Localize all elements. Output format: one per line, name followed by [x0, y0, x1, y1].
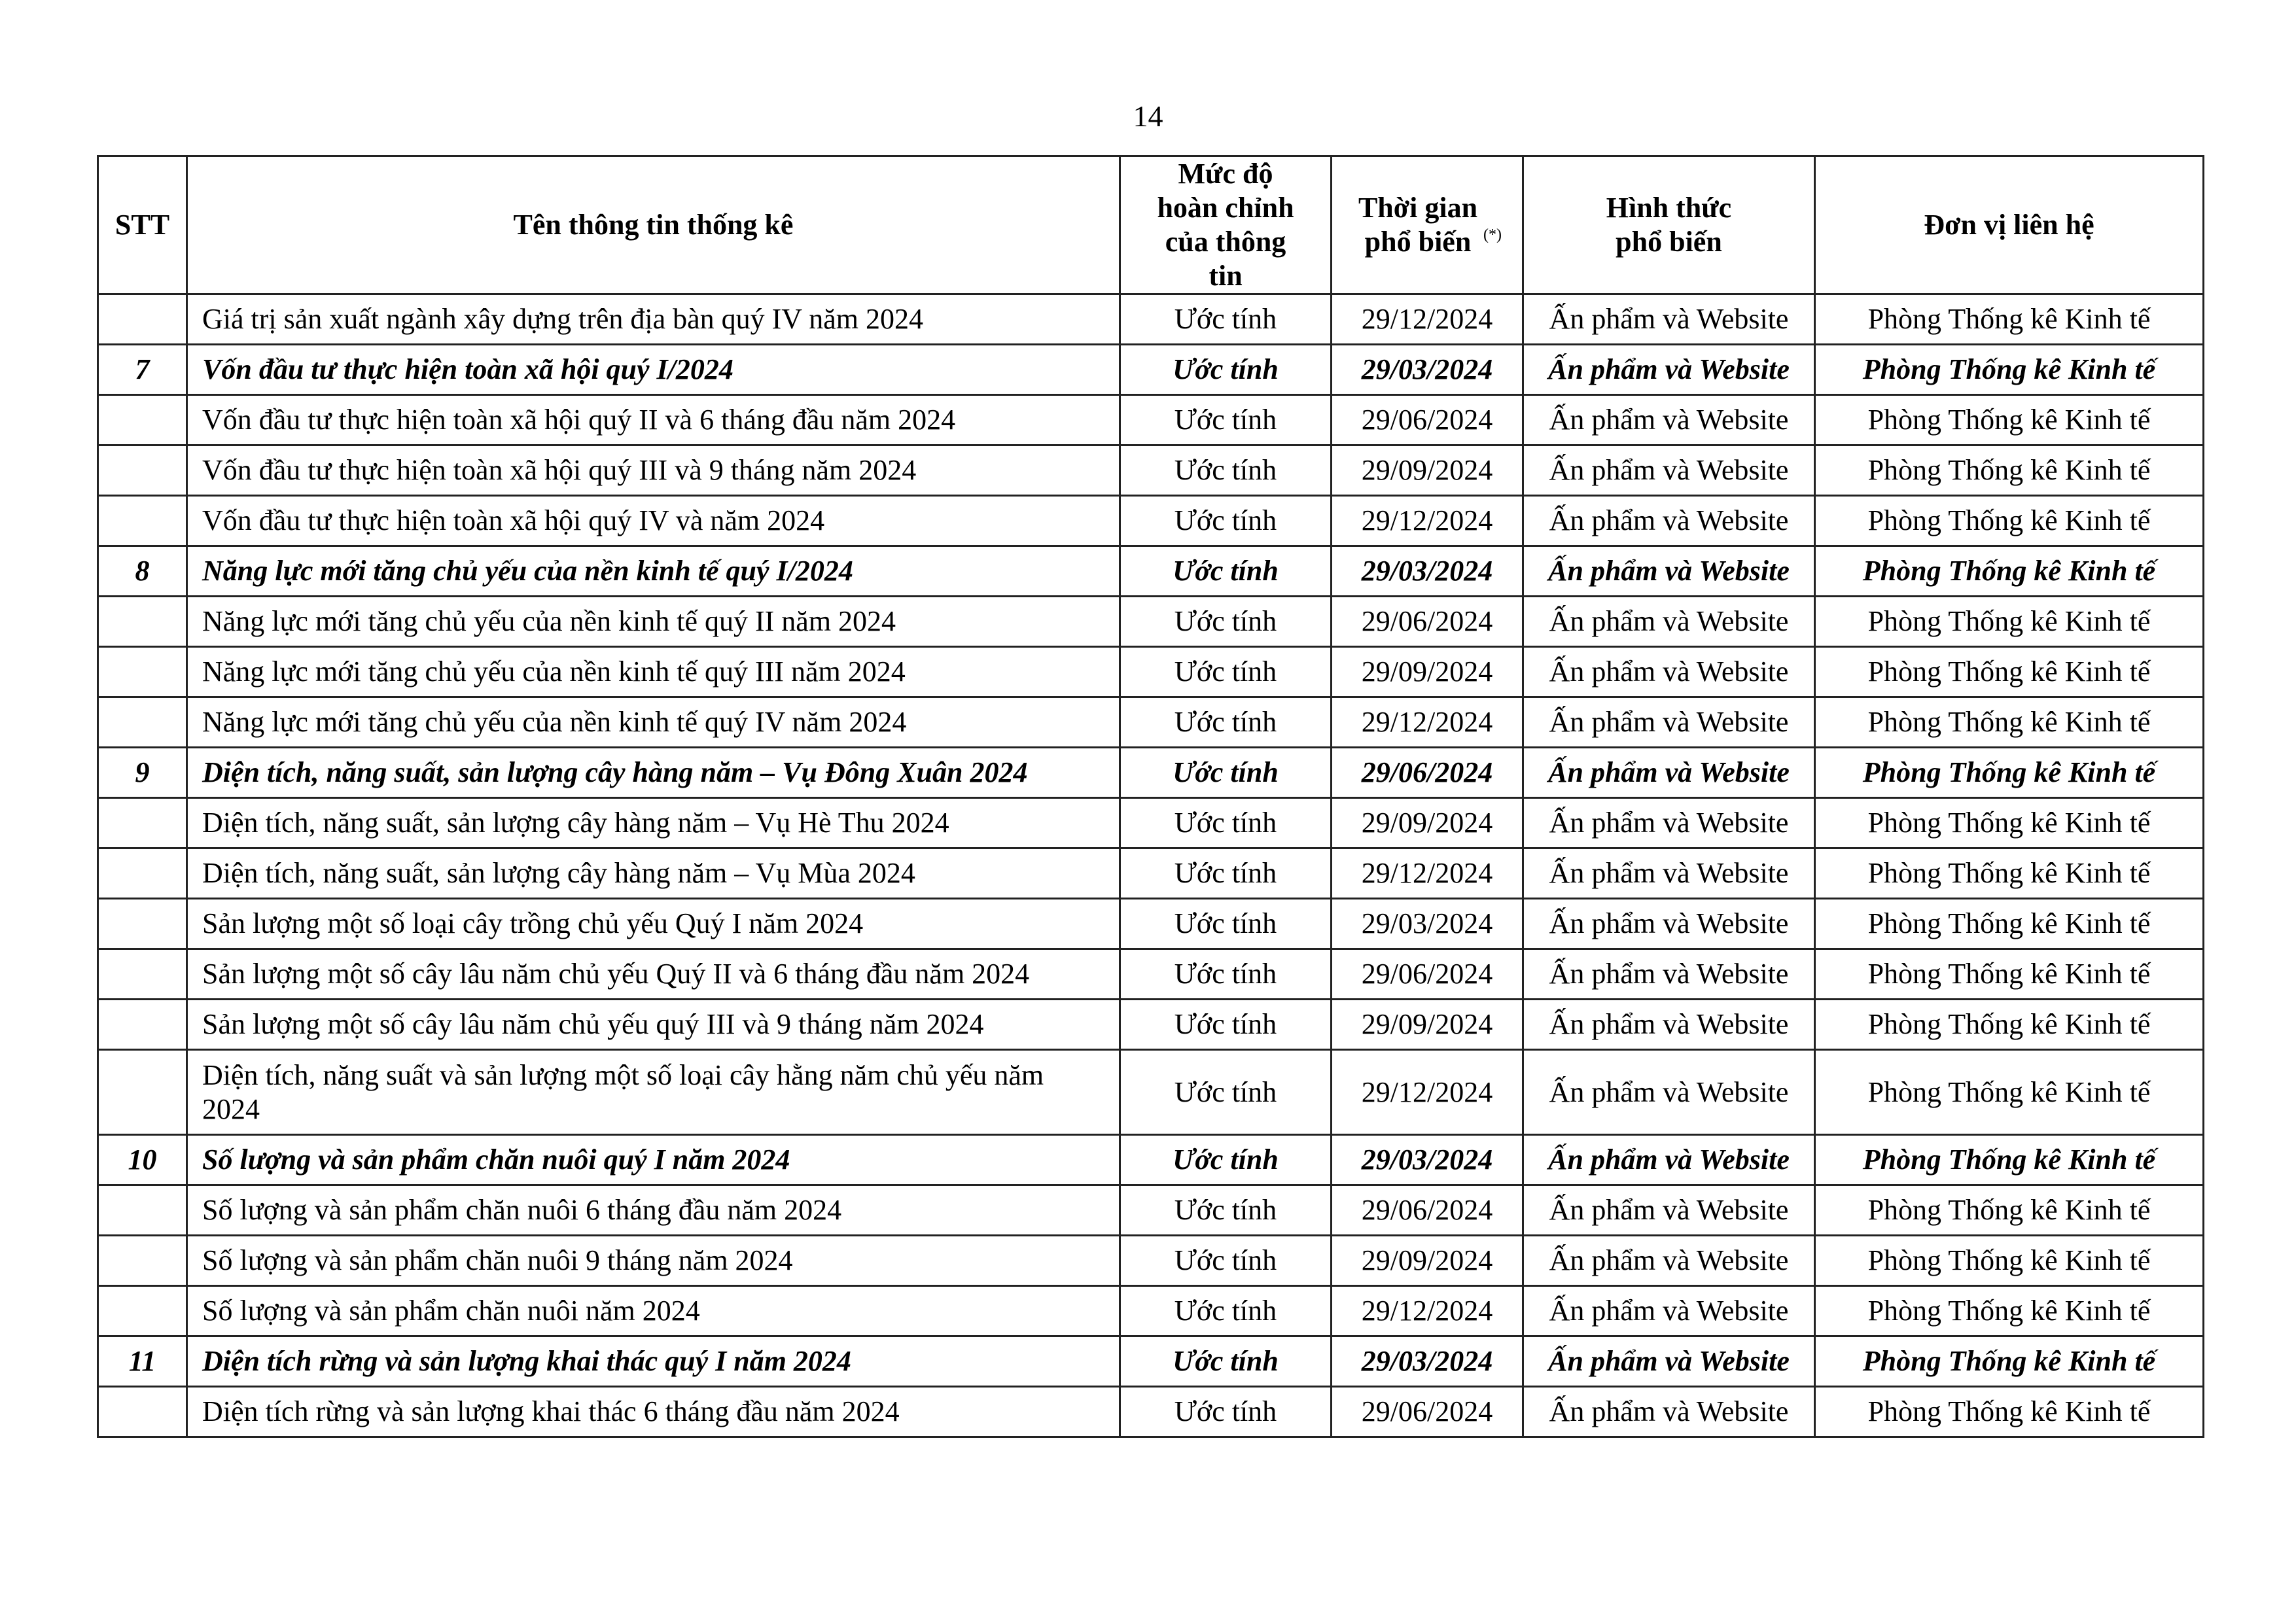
table-row — [98, 1286, 2204, 1336]
cell-form: Ấn phẩm và Website — [1523, 546, 1815, 597]
cell-unit: Phòng Thống kê Kinh tế — [1815, 395, 2204, 445]
cell-unit: Phòng Thống kê Kinh tế — [1815, 1000, 2204, 1050]
cell-stt — [98, 597, 187, 647]
cell-name: Diện tích rừng và sản lượng khai thác 6 tháng đầu năm 2024 — [187, 1387, 1120, 1437]
cell-time: 29/03/2024 — [1332, 1135, 1523, 1185]
cell-unit: Phòng Thống kê Kinh tế — [1815, 647, 2204, 697]
cell-stt — [98, 1387, 187, 1437]
cell-name: Số lượng và sản phẩm chăn nuôi quý I năm 2024 — [187, 1135, 1120, 1185]
header-time — [1332, 156, 1523, 294]
cell-name: Sản lượng một số loại cây trồng chủ yếu Quý I năm 2024 — [187, 899, 1120, 949]
table-row — [98, 395, 2204, 445]
table-row-group — [98, 345, 2204, 395]
cell-name: Năng lực mới tăng chủ yếu của nền kinh tế quý II năm 2024 — [187, 597, 1120, 647]
cell-unit: Phòng Thống kê Kinh tế — [1815, 1286, 2204, 1336]
cell-form: Ấn phẩm và Website — [1523, 798, 1815, 848]
cell-form: Ấn phẩm và Website — [1523, 748, 1815, 798]
cell-form: Ấn phẩm và Website — [1523, 496, 1815, 546]
cell-unit: Phòng Thống kê Kinh tế — [1815, 748, 2204, 798]
cell-level: Ước tính — [1120, 496, 1332, 546]
cell-level: Ước tính — [1120, 1236, 1332, 1286]
cell-stt: 9 — [98, 748, 187, 798]
cell-form: Ấn phẩm và Website — [1523, 445, 1815, 496]
table-row — [98, 798, 2204, 848]
cell-stt — [98, 1000, 187, 1050]
cell-unit: Phòng Thống kê Kinh tế — [1815, 949, 2204, 1000]
cell-stt — [98, 395, 187, 445]
cell-level: Ước tính — [1120, 848, 1332, 899]
table-row — [98, 1050, 2204, 1135]
cell-form: Ấn phẩm và Website — [1523, 294, 1815, 345]
header-level — [1120, 156, 1332, 294]
cell-stt: 7 — [98, 345, 187, 395]
cell-level: Ước tính — [1120, 697, 1332, 748]
cell-form: Ấn phẩm và Website — [1523, 1050, 1815, 1135]
cell-stt — [98, 1236, 187, 1286]
cell-level: Ước tính — [1120, 597, 1332, 647]
cell-time: 29/06/2024 — [1332, 1185, 1523, 1236]
cell-time: 29/06/2024 — [1332, 597, 1523, 647]
cell-time: 29/06/2024 — [1332, 1387, 1523, 1437]
cell-name: Diện tích, năng suất, sản lượng cây hàng năm – Vụ Hè Thu 2024 — [187, 798, 1120, 848]
header-unit: Đơn vị liên hệ — [1815, 156, 2204, 294]
table-row — [98, 697, 2204, 748]
cell-unit: Phòng Thống kê Kinh tế — [1815, 798, 2204, 848]
cell-time: 29/06/2024 — [1332, 395, 1523, 445]
header-stt: STT — [98, 156, 187, 294]
cell-level: Ước tính — [1120, 345, 1332, 395]
cell-stt — [98, 697, 187, 748]
cell-stt — [98, 496, 187, 546]
cell-time: 29/09/2024 — [1332, 798, 1523, 848]
table-body — [98, 294, 2204, 1437]
table-row — [98, 647, 2204, 697]
cell-unit: Phòng Thống kê Kinh tế — [1815, 899, 2204, 949]
cell-name: Vốn đầu tư thực hiện toàn xã hội quý III và 9 tháng năm 2024 — [187, 445, 1120, 496]
table-row — [98, 445, 2204, 496]
cell-form: Ấn phẩm và Website — [1523, 395, 1815, 445]
cell-time: 29/09/2024 — [1332, 1236, 1523, 1286]
statistics-table — [97, 155, 2204, 1438]
cell-unit: Phòng Thống kê Kinh tế — [1815, 1050, 2204, 1135]
cell-level: Ước tính — [1120, 1336, 1332, 1387]
cell-unit: Phòng Thống kê Kinh tế — [1815, 697, 2204, 748]
cell-form: Ấn phẩm và Website — [1523, 1135, 1815, 1185]
cell-time: 29/12/2024 — [1332, 848, 1523, 899]
cell-level: Ước tính — [1120, 1185, 1332, 1236]
cell-stt — [98, 848, 187, 899]
cell-stt: 8 — [98, 546, 187, 597]
table-row — [98, 294, 2204, 345]
cell-stt — [98, 899, 187, 949]
table-row — [98, 496, 2204, 546]
cell-name: Sản lượng một số cây lâu năm chủ yếu quý III và 9 tháng năm 2024 — [187, 1000, 1120, 1050]
cell-time: 29/03/2024 — [1332, 345, 1523, 395]
header-name: Tên thông tin thống kê — [187, 156, 1120, 294]
cell-unit: Phòng Thống kê Kinh tế — [1815, 345, 2204, 395]
cell-form: Ấn phẩm và Website — [1523, 647, 1815, 697]
cell-level: Ước tính — [1120, 1135, 1332, 1185]
cell-level: Ước tính — [1120, 1286, 1332, 1336]
header-time-label: Thời gian phổ biến — [1358, 192, 1478, 258]
cell-unit: Phòng Thống kê Kinh tế — [1815, 1236, 2204, 1286]
cell-name: Sản lượng một số cây lâu năm chủ yếu Quý II và 6 tháng đầu năm 2024 — [187, 949, 1120, 1000]
cell-stt — [98, 798, 187, 848]
cell-form: Ấn phẩm và Website — [1523, 1000, 1815, 1050]
cell-name: Diện tích rừng và sản lượng khai thác quý I năm 2024 — [187, 1336, 1120, 1387]
cell-level: Ước tính — [1120, 748, 1332, 798]
cell-level: Ước tính — [1120, 647, 1332, 697]
header-form-label: Hình thức phổ biến — [1606, 192, 1732, 258]
cell-stt — [98, 1286, 187, 1336]
header-time-note: (*) — [1483, 226, 1502, 243]
table-row — [98, 1000, 2204, 1050]
cell-form: Ấn phẩm và Website — [1523, 899, 1815, 949]
cell-stt — [98, 1050, 187, 1135]
cell-stt — [98, 949, 187, 1000]
cell-level: Ước tính — [1120, 1050, 1332, 1135]
cell-stt — [98, 294, 187, 345]
header-row — [98, 156, 2204, 294]
table-row-group — [98, 1336, 2204, 1387]
cell-level: Ước tính — [1120, 546, 1332, 597]
cell-name: Năng lực mới tăng chủ yếu của nền kinh tế quý I/2024 — [187, 546, 1120, 597]
cell-level: Ước tính — [1120, 445, 1332, 496]
cell-stt: 10 — [98, 1135, 187, 1185]
table-row — [98, 597, 2204, 647]
cell-name: Năng lực mới tăng chủ yếu của nền kinh tế quý III năm 2024 — [187, 647, 1120, 697]
table-row — [98, 949, 2204, 1000]
table-row — [98, 1387, 2204, 1437]
table-row-group — [98, 748, 2204, 798]
cell-level: Ước tính — [1120, 798, 1332, 848]
cell-time: 29/12/2024 — [1332, 697, 1523, 748]
cell-name: Diện tích, năng suất và sản lượng một số loại cây hằng năm chủ yếu năm 2024 — [187, 1050, 1120, 1135]
cell-time: 29/09/2024 — [1332, 1000, 1523, 1050]
header-form — [1523, 156, 1815, 294]
cell-form: Ấn phẩm và Website — [1523, 1387, 1815, 1437]
cell-unit: Phòng Thống kê Kinh tế — [1815, 546, 2204, 597]
cell-unit: Phòng Thống kê Kinh tế — [1815, 597, 2204, 647]
cell-level: Ước tính — [1120, 899, 1332, 949]
cell-stt: 11 — [98, 1336, 187, 1387]
table-row — [98, 899, 2204, 949]
cell-level: Ước tính — [1120, 949, 1332, 1000]
cell-form: Ấn phẩm và Website — [1523, 1185, 1815, 1236]
cell-time: 29/12/2024 — [1332, 1050, 1523, 1135]
cell-stt — [98, 445, 187, 496]
cell-time: 29/12/2024 — [1332, 1286, 1523, 1336]
cell-name: Số lượng và sản phẩm chăn nuôi 9 tháng năm 2024 — [187, 1236, 1120, 1286]
cell-time: 29/06/2024 — [1332, 748, 1523, 798]
cell-level: Ước tính — [1120, 1387, 1332, 1437]
cell-form: Ấn phẩm và Website — [1523, 1336, 1815, 1387]
cell-stt — [98, 1185, 187, 1236]
cell-name: Vốn đầu tư thực hiện toàn xã hội quý II và 6 tháng đầu năm 2024 — [187, 395, 1120, 445]
cell-time: 29/06/2024 — [1332, 949, 1523, 1000]
cell-form: Ấn phẩm và Website — [1523, 597, 1815, 647]
cell-time: 29/09/2024 — [1332, 445, 1523, 496]
cell-stt — [98, 647, 187, 697]
cell-name: Số lượng và sản phẩm chăn nuôi 6 tháng đầu năm 2024 — [187, 1185, 1120, 1236]
cell-unit: Phòng Thống kê Kinh tế — [1815, 294, 2204, 345]
cell-name: Diện tích, năng suất, sản lượng cây hàng năm – Vụ Mùa 2024 — [187, 848, 1120, 899]
cell-unit: Phòng Thống kê Kinh tế — [1815, 1387, 2204, 1437]
table-header — [98, 156, 2204, 294]
cell-form: Ấn phẩm và Website — [1523, 1236, 1815, 1286]
cell-unit: Phòng Thống kê Kinh tế — [1815, 445, 2204, 496]
cell-name: Diện tích, năng suất, sản lượng cây hàng năm – Vụ Đông Xuân 2024 — [187, 748, 1120, 798]
cell-level: Ước tính — [1120, 1000, 1332, 1050]
cell-unit: Phòng Thống kê Kinh tế — [1815, 496, 2204, 546]
table-row — [98, 1236, 2204, 1286]
cell-time: 29/03/2024 — [1332, 899, 1523, 949]
cell-name: Năng lực mới tăng chủ yếu của nền kinh tế quý IV năm 2024 — [187, 697, 1120, 748]
cell-time: 29/03/2024 — [1332, 1336, 1523, 1387]
table-row-group — [98, 1135, 2204, 1185]
cell-level: Ước tính — [1120, 395, 1332, 445]
cell-time: 29/03/2024 — [1332, 546, 1523, 597]
cell-form: Ấn phẩm và Website — [1523, 345, 1815, 395]
cell-unit: Phòng Thống kê Kinh tế — [1815, 1135, 2204, 1185]
cell-form: Ấn phẩm và Website — [1523, 848, 1815, 899]
cell-name: Vốn đầu tư thực hiện toàn xã hội quý I/2024 — [187, 345, 1120, 395]
cell-name: Giá trị sản xuất ngành xây dựng trên địa bàn quý IV năm 2024 — [187, 294, 1120, 345]
table-row — [98, 848, 2204, 899]
cell-time: 29/12/2024 — [1332, 496, 1523, 546]
table-row-group — [98, 546, 2204, 597]
cell-level: Ước tính — [1120, 294, 1332, 345]
cell-form: Ấn phẩm và Website — [1523, 697, 1815, 748]
header-level-label: Mức độ hoàn chỉnh của thông tin — [1157, 158, 1294, 292]
page-number: 14 — [1133, 99, 1163, 133]
cell-time: 29/12/2024 — [1332, 294, 1523, 345]
cell-form: Ấn phẩm và Website — [1523, 949, 1815, 1000]
cell-time: 29/09/2024 — [1332, 647, 1523, 697]
table-row — [98, 1185, 2204, 1236]
cell-name: Số lượng và sản phẩm chăn nuôi năm 2024 — [187, 1286, 1120, 1336]
cell-unit: Phòng Thống kê Kinh tế — [1815, 848, 2204, 899]
cell-name: Vốn đầu tư thực hiện toàn xã hội quý IV và năm 2024 — [187, 496, 1120, 546]
cell-form: Ấn phẩm và Website — [1523, 1286, 1815, 1336]
cell-unit: Phòng Thống kê Kinh tế — [1815, 1336, 2204, 1387]
cell-unit: Phòng Thống kê Kinh tế — [1815, 1185, 2204, 1236]
